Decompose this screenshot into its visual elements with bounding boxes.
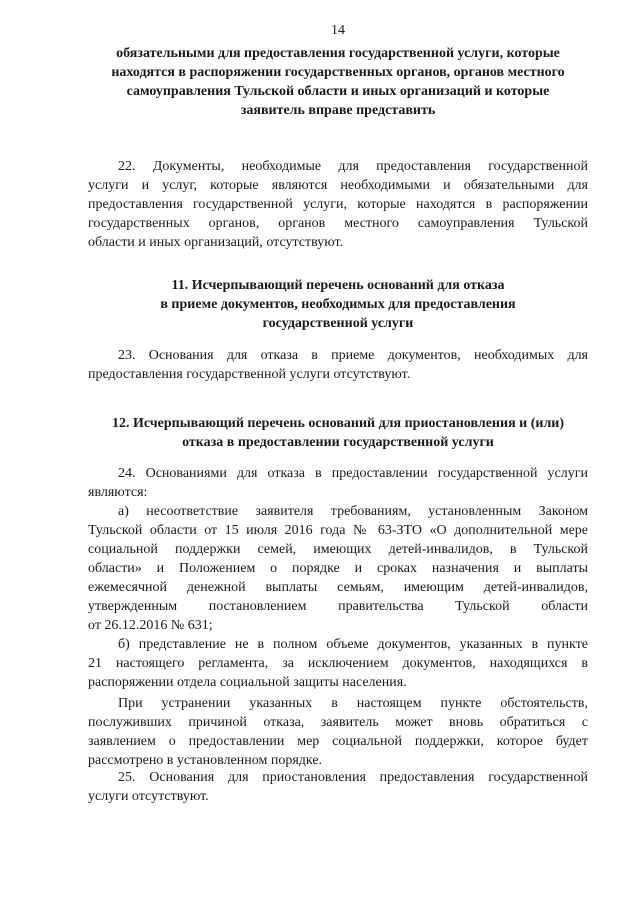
heading-line: государственной услуги bbox=[262, 316, 414, 331]
paragraph-23 bbox=[88, 346, 588, 384]
paragraph-line: б) представление не в полном объеме документов, указанных в пункте bbox=[118, 637, 588, 652]
paragraph-line: 22. Документы, необходимые для предоставления государственной bbox=[118, 159, 588, 174]
paragraph-line: рассмотрено в установленном порядке. bbox=[88, 753, 323, 768]
paragraph-line: заявлением о предоставлении мер социальной поддержки, которое будет bbox=[88, 734, 588, 749]
paragraph-line: 21 настоящего регламента, за исключением документов, находящихся в bbox=[88, 656, 588, 671]
paragraph-line: распоряжении отдела социальной защиты населения. bbox=[88, 675, 407, 690]
heading-line: отказа в предоставлении государственной услуги bbox=[182, 435, 494, 450]
heading-line: 12. Исчерпывающий перечень оснований для приостановления и (или) bbox=[111, 416, 565, 431]
heading-line: заявитель вправе представить bbox=[240, 103, 436, 118]
paragraph-line: области и иных организаций, отсутствуют. bbox=[88, 235, 344, 250]
heading-line: обязательными для предоставления государственной услуги, которые bbox=[116, 46, 560, 61]
paragraph-line: предоставления государственной услуги отсутствуют. bbox=[88, 367, 411, 382]
heading-line: самоуправления Тульской области и иных организаций и которые bbox=[126, 84, 550, 99]
paragraph-line: При устранении указанных в настоящем пункте обстоятельств, bbox=[118, 696, 588, 711]
paragraph-line: услуги и услуг, которые являются необходимыми и обязательными для bbox=[88, 178, 588, 193]
paragraph-line: 25. Основания для приостановления предоставления государственной bbox=[118, 770, 588, 785]
paragraph-line: а) несоответствие заявителя требованиям, установленным Законом bbox=[118, 504, 588, 519]
paragraph-line: ежемесячной денежной выплаты семьям, имеющим детей-инвалидов, bbox=[88, 580, 588, 595]
paragraph-line: государственных органов, органов местного самоуправления Тульской bbox=[88, 216, 588, 231]
paragraph-24-item-a bbox=[88, 502, 588, 635]
paragraph-24-note bbox=[88, 694, 588, 770]
paragraph-24 bbox=[88, 464, 588, 502]
paragraph-line: являются: bbox=[88, 485, 148, 500]
paragraph-25 bbox=[88, 768, 588, 806]
paragraph-22 bbox=[88, 157, 588, 252]
paragraph-line: социальной поддержки семей, имеющих детей-инвалидов, в Тульской bbox=[88, 542, 588, 557]
section-11-heading bbox=[88, 276, 588, 333]
section-12-heading bbox=[76, 414, 600, 452]
paragraph-line: области» и Положением о порядке и сроках назначения и выплаты bbox=[88, 561, 588, 576]
paragraph-line: 23. Основания для отказа в приеме документов, необходимых для bbox=[118, 348, 588, 363]
heading-line: в приеме документов, необходимых для предоставления bbox=[160, 297, 516, 312]
paragraph-line: услуги отсутствуют. bbox=[88, 789, 209, 804]
page-number: 14 bbox=[331, 23, 345, 38]
heading-line: находятся в распоряжении государственных органов, органов местного bbox=[111, 65, 565, 80]
paragraph-24-item-b bbox=[88, 635, 588, 692]
paragraph-line: утвержденным постановлением правительства Тульской области bbox=[88, 599, 588, 614]
paragraph-line: 24. Основаниями для отказа в предоставлении государственной услуги bbox=[118, 466, 588, 481]
paragraph-line: предоставления государственной услуги, которые находятся в распоряжении bbox=[88, 197, 588, 212]
heading-line: 11. Исчерпывающий перечень оснований для отказа bbox=[171, 278, 505, 293]
paragraph-line: от 26.12.2016 № 631; bbox=[88, 618, 213, 633]
section-10-heading-continuation bbox=[88, 44, 588, 120]
paragraph-line: Тульской области от 15 июля 2016 года № 63-ЗТО «О дополнительной мере bbox=[88, 523, 588, 538]
paragraph-line: послуживших причиной отказа, заявитель может вновь обратиться с bbox=[88, 715, 588, 730]
